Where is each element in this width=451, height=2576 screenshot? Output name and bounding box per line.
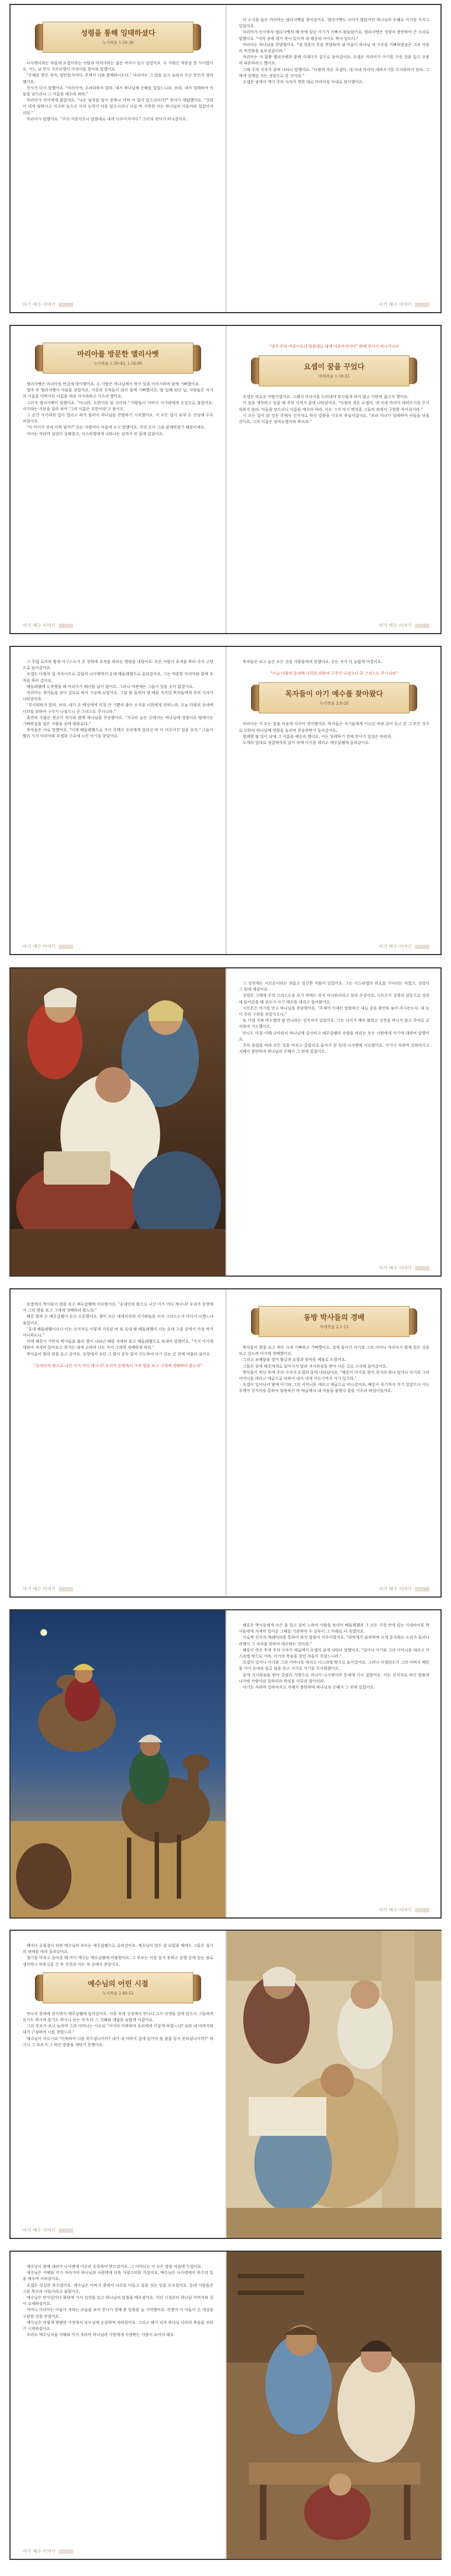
paragraph: 얼마 후 엘리사벳이 아들을 낳았어요. 이웃과 친척들이 와서 함께 기뻐했어요. 팔 일째 되던 날, 사람들은 아기의 이름을 아버지의 이름을 따라 사가랴라고 지으려 했어요.: [23, 388, 213, 399]
paragraph: 동방에서 박사들이 별을 보고 예루살렘에 이르렀어요. "유대인의 왕으로 나신 이가 어디 계시냐? 우리가 동방에서 그의 별을 보고 그에게 경배하러 왔노라.": [23, 1302, 213, 1313]
paragraph: 헤롯 왕과 온 예루살렘이 듣고 소동했어요. 왕이 모든 대제사장과 서기관들을 모아 그리스도가 어디서 나겠느냐 물었어요.: [23, 1314, 213, 1325]
scroll-sheet: [259, 1306, 409, 1337]
footer-decoration: [415, 1266, 429, 1271]
jesus-with-teachers-illustration: [227, 1931, 442, 2238]
paragraph: 마리아가 천사에게 물었어요. "나는 남자를 알지 못하니 어찌 이 일이 있으리이까?" 천사가 대답했어요. "성령이 네게 임하시고 지극히 높으신 이의 능력이 너를 덮으시리니 나실 바 거룩한 이는 하나님의 아들이라 일컬어지리라.": [23, 98, 213, 115]
page-footer: [379, 1907, 429, 1913]
paragraph: 마리아가 인사하자 엘리사벳의 배 속에 있던 아기가 기뻐서 뛰놀았어요. 엘리사벳은 성령이 충만하여 큰 소리로 말했어요. "여자 중에 네가 복이 있으며 네 태중의 아이도 복이 있도다.": [239, 30, 429, 41]
paragraph: "이 아이가 장차 어찌 될까?" 듣는 사람마다 마음에 두고 말했어요. 주의 손이 그와 함께하셨기 때문이에요.: [27, 425, 206, 430]
right-page: [227, 647, 442, 954]
paragraph: 할례할 팔 일이 되매 그 이름을 예수라 했어요. 이는 잉태하기 전에 천사가 일컬은 바러라.: [243, 734, 393, 739]
footer-decoration: [59, 945, 73, 949]
wise-men-with-camels-illustration: [11, 1610, 226, 1917]
book-spread: [9, 967, 442, 1277]
highlight-quote: "유대인의 왕으로 나신 이가 어디 계시냐? 우리가 동방에서 그의 별을 보고 그에게 경배하러 왔노라": [34, 1363, 202, 1368]
right-page: [227, 968, 442, 1276]
paragraph: 이 모든 일이 된 것은 주께서 선지자로 하신 말씀을 이루려 하심이었어요. "보라 처녀가 잉태하여 아들을 낳을 것이요, 그의 이름은 임마누엘이라 하리라.": [239, 413, 429, 425]
paragraph: 요셉은 의로운 사람이었어요. 그래서 마리아를 드러내어 부끄럽게 하지 않고 가만히 끊고자 했어요.: [243, 395, 409, 400]
paragraph: 예수님은 안식일마다 회당에 가서 성경을 읽고 하나님의 말씀을 배우셨어요. 어린 시절부터 하나님 아버지와 깊이 교제하셨어요.: [23, 2296, 213, 2307]
paragraph: 그 성전에는 시므온이라는 의롭고 경건한 사람이 있었어요. 그는 이스라엘의 위로를 기다리는 자였고, 성령이 그 위에 계셨어요.: [239, 981, 429, 992]
paragraph: 이 소식을 들은 마리아는 엘리사벳을 찾아갔어요. 엘리사벳도 나이가 많았지만 하나님의 은혜로 아기를 가지고 있었어요.: [239, 18, 429, 29]
paragraph: 헤롯이 죽은 후에 주의 사자가 애굽에서 요셉의 꿈에 나타나 말했어요. "일어나 아기와 그의 어머니를 데리고 이스라엘 땅으로 가라. 아기의 목숨을 찾던 자들이 죽었느니라.": [239, 1647, 429, 1659]
footer-title: 아기 예수 이야기: [23, 1587, 56, 1591]
paragraph: 홀연히 수많은 천군이 천사와 함께 하나님을 찬송했어요. "지극히 높은 곳에서는 하나님께 영광이요 땅에서는 기뻐하심을 입은 사람들 중에 평화로다.": [23, 715, 213, 727]
paragraph: 마리아가 말했어요. "주의 여종이오니 말씀대로 내게 이루어지이다." 그러자 천사가 떠나갔어요.: [27, 116, 188, 121]
paragraph: 이로써 선지자 예레미야를 통하여 하신 말씀이 이루어졌어요. "라마에서 슬퍼하며 크게 통곡하는 소리가 들리니 라헬이 그 자식을 위하여 애곡하는 것이라.": [239, 1635, 429, 1646]
left-page: [11, 5, 226, 312]
footer-decoration: [59, 1587, 73, 1591]
paragraph: 꿈에 지시하심을 받아 갈릴리 지방으로 떠나가 나사렛이란 동네에 가서 살았어요. 이는 선지자로 하신 말씀에 나사렛 사람이라 칭하리라 하심을 이루려 함이러라.: [239, 1672, 429, 1684]
page-footer: [23, 623, 73, 629]
paragraph: "은혜를 받은 자여, 평안할지어다. 주께서 너와 함께하시도다." 마리아는 그 말을 듣고 놀라서 무슨 뜻인지 생각했어요.: [23, 73, 213, 84]
page-text: [23, 22, 213, 123]
paragraph: 그때 주의 사자가 꿈에 나타나 말했어요. "다윗의 자손 요셉아, 네 아내 마리아 데려오기를 무서워하지 말라. 그에게 잉태된 자는 성령으로 된 것이라.": [239, 67, 429, 78]
scroll-sheet: [43, 343, 193, 374]
footer-title: 아기 예수 이야기: [378, 1266, 412, 1271]
page-text: [23, 659, 213, 740]
page-text: [239, 17, 429, 85]
scroll-sheet: [259, 682, 409, 713]
page-text: [239, 981, 429, 1055]
right-page: [227, 1931, 442, 2238]
paragraph: 만나지 못하매 찾으면서 예루살렘에 돌아갔어요. 사흘 후에 성전에서 만나니 그가 선생들 중에 앉으사 그들에게 듣기도 하시며 묻기도 하시니 듣는 자가 다 그 지혜와 대답을 놀랍게 여겼어요.: [23, 2011, 213, 2023]
paragraph: 마리아는 첫아들을 낳아 강보로 싸서 구유에 뉘었어요. 그날 밤 들에서 양 떼를 지키던 목자들에게 주의 사자가 나타났어요.: [23, 691, 213, 702]
page-text: [23, 343, 213, 437]
paragraph: 이 일을 생각하고 있을 때 주의 사자가 꿈에 나타났어요. "다윗의 자손 요셉아, 네 아내 마리아 데려오기를 무서워하지 말라. 아들을 낳으리니 이름을 예수라 하라. 이는 그가 자기 백성을 그들의 죄에서 구원할 자이심이라.": [239, 401, 429, 412]
page-text: [239, 344, 429, 425]
scripture-reference: 누가복음 1:26-38: [102, 40, 134, 45]
paragraph: 또 아셀 지파 바누엘의 딸 안나라는 선지자가 있었어요. 그는 나이가 매우 많았고 성전을 떠나지 않고 주야로 금식하며 기도했어요.: [239, 1018, 429, 1029]
chapter-title: 마리아를 방문한 엘리사벳: [77, 350, 159, 359]
chapter-banner: [35, 343, 201, 374]
paragraph: 예수님은 지혜와 키가 자라가며 하나님과 사람에게 더욱 사랑스러워 가셨어요. 예수님은 나사렛에서 목수의 일을 배우며 자라셨어요.: [23, 2271, 213, 2282]
paragraph: 그 무렵 로마의 황제 아구스도가 온 천하에 호적을 하라는 명령을 내렸어요. 모든 사람이 호적을 하러 각각 고향으로 돌아갔어요.: [23, 660, 213, 671]
page-text: [239, 1306, 429, 1395]
page-text: [239, 659, 429, 746]
paragraph: 마리아는 석 달쯤 엘리사벳과 함께 지내다가 집으로 돌아갔어요. 요셉은 마리아가 아기를 가진 것을 알고 조용히 파혼하려고 했어요.: [239, 55, 429, 66]
page-footer: [23, 2548, 73, 2554]
chapter-banner: [251, 355, 417, 386]
footer-title: 아기 예수 이야기: [378, 1907, 412, 1912]
paragraph: "무서워하지 말라. 보라, 내가 온 백성에게 미칠 큰 기쁨의 좋은 소식을 너희에게 전하노라. 오늘 다윗의 동네에 너희를 위하여 구주가 나셨으니 곧 그리스도 주시니라.": [23, 703, 213, 714]
chapter-title: 목자들이 아기 예수를 찾아왔다: [285, 690, 383, 699]
footer-decoration: [415, 1587, 429, 1591]
footer-decoration: [59, 624, 73, 628]
paragraph: 아기는 자라며 강하여지고 지혜가 충만하며 하나님의 은혜가 그 위에 있었어요.: [243, 1685, 375, 1690]
footer-title: 아기 예수 이야기: [378, 1587, 412, 1591]
page-footer: [23, 2227, 73, 2233]
footer-title: 아기 예수 이야기: [23, 2549, 56, 2554]
paragraph: 요셉이 일어나서 밤에 아기와 그의 어머니를 데리고 애굽으로 떠나갔어요. 헤롯이 죽기까지 거기 있었으니 이는 주께서 선지자를 통하여 말씀하신 바 애굽에서 내 아들을 불렀다 함을 이루려 하심이었어요.: [239, 1383, 429, 1394]
paragraph: 나사렛이라는 마을에 요셉이라는 사람과 마리아라는 젊은 여자가 살고 있었어요. 두 사람은 약혼을 한 사이였어요. 어느 날 천사 가브리엘이 마리아를 찾아와 말했어요.: [23, 61, 213, 72]
paragraph: 박사들이 왕의 말을 듣고 갔어요. 동방에서 보던 그 별이 문득 앞서 인도하여 아기 있는 곳 위에 머물러 섰어요.: [27, 1351, 212, 1356]
highlight-quote: "내가 주의 여종이오니 말씀대로 내게 이루어지이다" 하매 천사가 떠나가니라: [269, 344, 399, 349]
paragraph: 목자들은 서로 말했어요. "이제 베들레헴으로 가서 주께서 우리에게 알리신 바 이 이루어진 일을 보자." 그들이 빨리 가서 마리아와 요셉과 구유에 누인 아기를 찾았어요.: [23, 728, 213, 739]
footer-decoration: [59, 2549, 73, 2554]
footer-decoration: [415, 945, 429, 949]
page-text: [239, 1623, 429, 1691]
scroll-sheet: [43, 1972, 193, 2003]
paragraph: 엘리사벳은 마리아를 반갑게 맞이했어요. 두 사람은 하나님께서 하신 일을 이야기하며 함께 기뻐했어요.: [27, 382, 200, 386]
scroll-sheet: [259, 355, 409, 386]
chapter-title: 요셉이 꿈을 꾸었다: [304, 363, 365, 372]
chapter-banner: [35, 22, 201, 53]
chapter-banner: [251, 1306, 417, 1337]
left-page: [11, 1289, 226, 1596]
paragraph: 해마다 유월절이 되면 예수님의 부모는 예루살렘으로 올라갔어요. 예수님이 열두 살 되었을 때에도 그들은 절기의 관례를 따라 올라갔어요.: [23, 1944, 213, 1955]
paragraph: 요셉은 잠에서 깨어 주의 사자가 명한 대로 마리아를 아내로 맞이했어요.: [243, 80, 364, 85]
left-page: [11, 968, 226, 1276]
book-spread: [9, 2251, 442, 2560]
paragraph: 우리도 예수님처럼 지혜와 키가 자라며 하나님과 사람에게 사랑받는 사람이 되어야 해요.: [27, 2333, 175, 2338]
paragraph: 요셉은 성실한 목수였어요. 예수님은 아버지 곁에서 나무를 다듬고 집을 짓는 일을 도우셨어요. 동네 사람들은 그를 목수의 아들이라고 불렀어요.: [23, 2283, 213, 2294]
paragraph: 베들레헴에 도착했을 때 마리아가 해산할 날이 찼어요. 그러나 여관에는 그들이 있을 곳이 없었어요.: [27, 684, 194, 689]
right-page: [227, 1289, 442, 1596]
footer-title: 아기 예수 이야기: [23, 2228, 56, 2233]
paragraph: 마리아는 이 모든 말을 마음에 지키어 생각했어요. 목자들은 자기들에게 이르던 바와 같이 듣고 본 그 모든 것으로 인하여 하나님께 영광을 돌리며 찬송하면서 돌아갔어요.: [239, 722, 429, 733]
chapter-banner: [35, 1972, 201, 2003]
right-page: [227, 326, 442, 633]
paragraph: 그 순간 사가랴의 입이 열리고 혀가 풀려서 하나님을 찬양하기 시작했어요. 이 모든 일이 유대 온 산골에 두루 퍼졌어요.: [23, 413, 213, 424]
paragraph: "유대 베들레헴이오니 이는 선지자로 이렇게 기록된 바 또 유대 땅 베들레헴아 너는 유대 고을 중에서 가장 작지 아니하도다.": [23, 1327, 213, 1338]
page-footer: [379, 1586, 429, 1592]
scripture-reference: 마태복음 2:1-12: [320, 1325, 348, 1329]
chapter-banner: [251, 682, 417, 713]
book-spread: [9, 1930, 442, 2239]
page-footer: [379, 1265, 429, 1271]
paragraph: 주의 율법을 따라 모든 일을 마치고 갈릴리로 돌아가 본 동네 나사렛에 이르렀어요. 아기가 자라며 강하여지고 지혜가 충만하며 하나님의 은혜가 그 위에 있었어요.: [239, 1043, 429, 1054]
left-page: [11, 326, 226, 633]
page-footer: [23, 943, 73, 950]
left-page: [11, 647, 226, 954]
paragraph: 이에 헤롯이 가만히 박사들을 불러 별이 나타난 때를 자세히 묻고 베들레헴으로 보내며 말했어요. "가서 아기에 대하여 자세히 알아보고 찾거든 내게 고하여 나도 가서 그에게 경배하게 하라.": [23, 1339, 213, 1350]
paragraph: 아이는 자라며 심령이 강해졌고, 이스라엘에게 나타나는 날까지 빈 들에 있었어요.: [27, 431, 164, 436]
paragraph: 박사들이 떠난 후에 주의 사자가 요셉의 꿈에 나타났어요. "헤롯이 아기를 찾아 죽이려 하니 일어나 아기와 그의 어머니를 데리고 애굽으로 피하여 내가 네게 이르기까지 거기 있으라.": [239, 1370, 429, 1381]
footer-decoration: [59, 2228, 73, 2233]
page-footer: [23, 302, 73, 308]
paragraph: 목자들은 보고 들은 모든 것을 사람들에게 전했어요. 듣는 자가 다 놀랍게 여겼어요.: [243, 660, 383, 664]
book-spread: [9, 4, 442, 313]
paragraph: 요셉이 일어나 아기와 그의 어머니를 데리고 이스라엘 땅으로 들어갔어요. 그러나 아켈라오가 그의 아버지 헤롯을 이어 유대의 임금 됨을 듣고 거기로 가기를 무서워했어요.: [239, 1660, 429, 1671]
footer-title: 아기 예수 이야기: [23, 623, 56, 628]
footer-title: 아기 예수 이야기: [378, 302, 412, 307]
footer-title: 아기 예수 이야기: [378, 944, 412, 949]
footer-decoration: [415, 303, 429, 307]
chapter-title: 동방 박사들의 경배: [304, 1314, 365, 1322]
book-spread: [9, 1609, 442, 1919]
page-footer: [379, 623, 429, 629]
paragraph: 안나도 마침 이때 나아와서 하나님께 감사하고 예루살렘의 속량을 바라는 모든 사람에게 아기에 대하여 말했어요.: [239, 1031, 429, 1042]
book-spread: [9, 1288, 442, 1598]
book-spread: [9, 325, 442, 634]
paragraph: 시므온은 아기를 안고 하나님을 찬송했어요. "주재여 이제는 말씀하신 대로 종을 평안히 놓아 주시는도다. 내 눈이 주의 구원을 보았사오니.": [239, 1006, 429, 1017]
footer-title: 아기 예수 이야기: [23, 944, 56, 949]
scroll-sheet: [43, 22, 193, 53]
paragraph: 박사들이 별을 보고 매우 크게 기뻐하고 기뻐했어요. 집에 들어가 아기와 그의 어머니 마리아가 함께 있는 것을 보고 엎드려 아기께 경배했어요.: [239, 1345, 429, 1356]
paragraph: 모세의 법대로 정결예식의 날이 차매 아기를 데리고 예루살렘에 올라갔어요.: [243, 741, 370, 746]
paragraph: 예수님이 이르시되 "어찌하여 나를 찾으셨나이까? 내가 내 아버지 집에 있어야 될 줄을 알지 못하셨나이까?" 하시니 그 부모가 그 하신 말씀을 깨닫지 못했어요.: [23, 2036, 213, 2047]
page-text: [23, 2264, 213, 2338]
paragraph: 그들은 꿈에 헤롯에게로 돌아가지 말라 지시하심을 받아 다른 길로 고국에 돌아갔어요.: [243, 1364, 388, 1369]
footer-title: 아기 예수 이야기: [378, 623, 412, 628]
page-text: [23, 1302, 213, 1369]
chapter-title: 예수님의 어린 시절: [88, 1980, 148, 1988]
scripture-reference: 마태복음 1:18-25: [318, 374, 350, 379]
book-spread: [9, 646, 442, 955]
footer-decoration: [415, 1908, 429, 1912]
left-page: [11, 1610, 226, 1917]
footer-decoration: [415, 624, 429, 628]
right-page: [227, 1610, 442, 1917]
paragraph: 절기를 마치고 돌아갈 때 아이 예수는 예루살렘에 머물렀어요. 그 부모는 이를 알지 못하고 동행 중에 있는 줄로 생각하고 하룻길을 간 후 친족과 아는 자 중에서 찾았어요.: [23, 1956, 213, 1967]
scripture-reference: 누가복음 2:8-20: [320, 701, 348, 706]
page-text: [23, 1943, 213, 2048]
paragraph: 천사가 다시 말했어요. "마리아여, 두려워하지 말라. 네가 하나님께 은혜를 입었느니라. 보라, 네가 잉태하여 아들을 낳으리니 그 이름을 예수라 하라.": [23, 85, 213, 97]
paragraph: 마리아는 하나님을 찬양했어요. "내 영혼이 주를 찬양하며 내 마음이 하나님 내 구주를 기뻐하였음은 그의 여종의 비천함을 돌보셨음이라.": [239, 42, 429, 54]
scripture-reference: 누가복음 1:39-45, 1:56-80: [94, 361, 142, 366]
paragraph: 예수님이 함께 내려가 나사렛에 이르러 순종하여 받드셨어요. 그 어머니는 이 모든 말을 마음에 두었어요.: [27, 2264, 203, 2269]
highlight-quote: "오늘 다윗의 동네에 너희를 위하여 구주가 나셨으니 곧 그리스도 주시니라": [270, 671, 398, 676]
pharisees-in-temple-illustration: [11, 968, 226, 1276]
paragraph: 그리고 보배합을 열어 황금과 유향과 몰약을 예물로 드렸어요.: [243, 1358, 346, 1363]
carpenter-workshop-illustration: [227, 2252, 442, 2559]
paragraph: 성령은 그에게 주의 그리스도를 보기 전에는 죽지 아니하리라고 알려 주셨어요. 시므온이 성령의 감동으로 성전에 들어갔을 때 부모가 아기 예수를 데리고 들어왔어요.: [239, 993, 429, 1004]
right-page: [227, 2252, 442, 2559]
paragraph: 어머니 마리아는 아들이 자라는 모습을 보며 천사가 전해 준 말씀을 늘 기억했어요. 언젠가 이 아들이 온 세상을 구원할 것을 믿었어요.: [23, 2308, 213, 2319]
page-footer: [23, 1586, 73, 1592]
chapter-title: 성령을 통해 잉태하셨다: [80, 29, 156, 38]
page-footer: [379, 943, 429, 950]
scripture-reference: 누가복음 2:40-52: [102, 1991, 134, 1996]
left-page: [11, 1931, 226, 2238]
paragraph: 그러자 엘리사벳이 말했어요. "아니라, 요한이라 할 것이라." 사람들이 아버지 사가랴에게 손짓으로 물었어요. 사가랴는 서판을 달라 하여 '그의 이름은 요한이라'고 썼어요.: [23, 400, 213, 411]
right-page: [227, 5, 442, 312]
paragraph: 그의 부모가 보고 놀라며 그의 어머니는 이르되 "아이야 어찌하여 우리에게 이렇게 하였느냐? 보라 네 아버지와 내가 근심하여 너를 찾았노라.": [23, 2024, 213, 2035]
left-page: [11, 2252, 226, 2559]
paragraph: 예수님은 이렇게 평범한 가정에서 부모님께 순종하며 자라셨어요. 그리고 때가 되자 하나님 나라의 복음을 전하기 시작하셨어요.: [23, 2320, 213, 2332]
footer-title: 아기 예수 이야기: [23, 302, 56, 307]
footer-decoration: [59, 303, 73, 307]
paragraph: 헤롯은 박사들에게 속은 줄 알고 심히 노하여 사람을 보내어 베들레헴과 그 모든 지경 안에 있는 사내아이를 박사들에게 자세히 알아본 그때를 기준하여 두 살부터 그 아래로 다 죽였어요.: [239, 1623, 429, 1634]
page-footer: [379, 302, 429, 308]
paragraph: 요셉도 다윗의 집 족속이므로 갈릴리 나사렛에서 유대 베들레헴으로 올라갔어요. 그는 약혼한 마리아와 함께 호적을 하러 갔어요.: [23, 672, 213, 683]
